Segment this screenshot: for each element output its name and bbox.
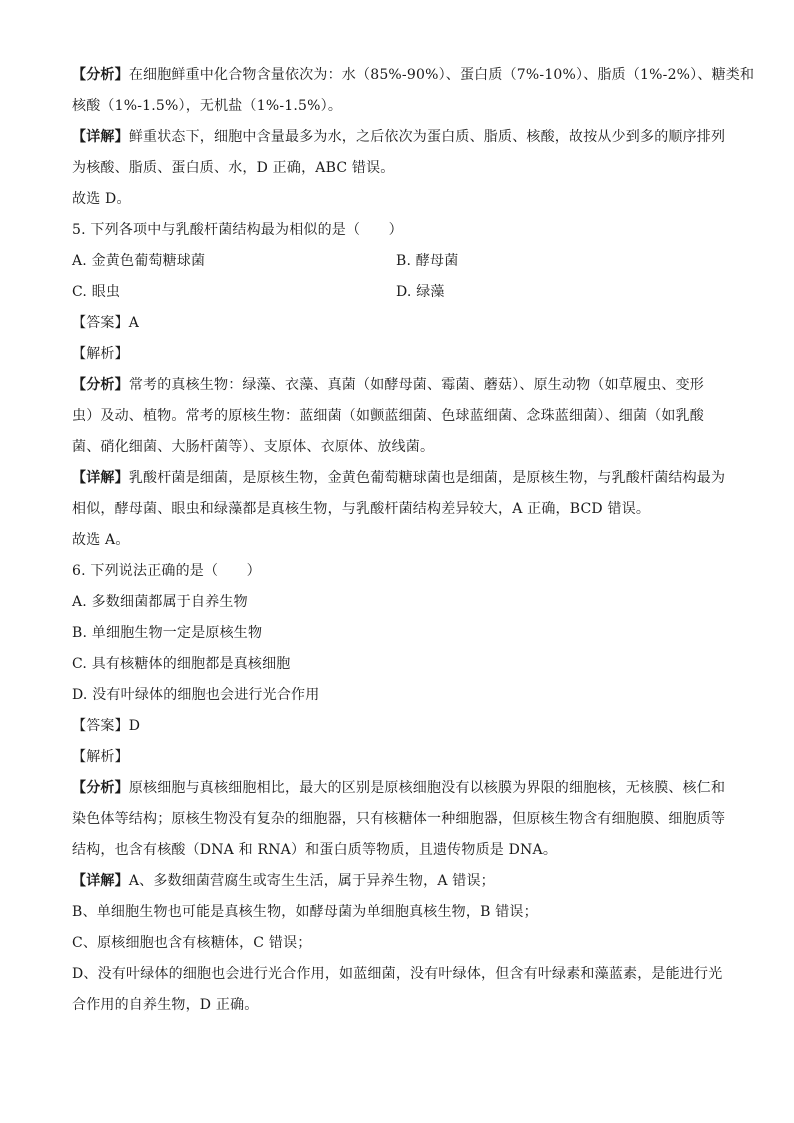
- q5-options-row-2: [72, 277, 722, 308]
- q5-option-b: B. 酵母菌: [396, 253, 459, 269]
- q6-detail-line-b: B、单细胞生物也可能是真核生物，如酵母菌为单细胞真核生物，B 错误；: [72, 904, 538, 920]
- q6-analysis-heading: 【解析】: [72, 749, 129, 765]
- q5-analysis-line-1: 【分析】常考的真核生物：绿藻、衣藻、真菌（如酵母菌、霉菌、蘑菇）、原生动物（如草履虫、变形: [72, 377, 705, 393]
- q5-stem: 5. 下列各项中与乳酸杆菌结构最为相似的是（ ）: [72, 222, 403, 238]
- prev-detail-line-2: 为核酸、脂质、蛋白质、水，D 正确，ABC 错误。: [72, 160, 395, 176]
- q6-answer: 【答案】D: [72, 718, 141, 734]
- q5-conclusion: 故选 A。: [72, 532, 130, 548]
- q6-analysis-line-1: 【分析】原核细胞与真核细胞相比，最大的区别是原核细胞没有以核膜为界限的细胞核，无核膜、核仁和: [72, 780, 726, 796]
- q6-detail-line-d2: 合作用的自养生物，D 正确。: [72, 997, 259, 1013]
- q6-detail-line-c: C、原核细胞也含有核糖体，C 错误；: [72, 935, 312, 951]
- q5-option-a: A. 金黄色葡萄糖球菌: [72, 253, 206, 269]
- prev-detail-line-1: 【详解】鲜重状态下，细胞中含量最多为水，之后依次为蛋白质、脂质、核酸，故按从少到多的顺序排列: [72, 129, 726, 145]
- analysis-tag: 【分析】: [72, 67, 129, 83]
- detail-tag: 【详解】: [72, 873, 129, 889]
- analysis-tag: 【分析】: [72, 780, 129, 796]
- prev-analysis-line-1: 【分析】在细胞鲜重中化合物含量依次为：水（85%-90%）、蛋白质（7%-10%）、脂质（1%-2%）、糖类和: [72, 67, 755, 83]
- q6-option-a: A. 多数细菌都属于自养生物: [72, 594, 248, 610]
- document-page: [72, 60, 755, 1021]
- q5-analysis-heading: 【解析】: [72, 346, 129, 362]
- q5-analysis-line-3: 菌、硝化细菌、大肠杆菌等）、支原体、衣原体、放线菌。: [72, 439, 435, 455]
- q6-detail-line-a: 【详解】A、多数细菌营腐生或寄生生活，属于异养生物，A 错误；: [72, 873, 495, 889]
- q5-option-d: D. 绿藻: [396, 284, 445, 300]
- prev-conclusion: 故选 D。: [72, 191, 131, 207]
- q5-analysis-line-2: 虫）及动、植物。常考的原核生物：蓝细菌（如颤蓝细菌、色球蓝细菌、念珠蓝细菌）、细菌（如乳酸: [72, 408, 704, 424]
- q6-option-b: B. 单细胞生物一定是原核生物: [72, 625, 263, 641]
- q5-option-c: C. 眼虫: [72, 284, 121, 300]
- q6-analysis-line-3: 结构，也含有核酸（DNA 和 RNA）和蛋白质等物质，且遗传物质是 DNA。: [72, 842, 558, 858]
- detail-tag: 【详解】: [72, 129, 129, 145]
- detail-tag: 【详解】: [72, 470, 129, 486]
- q6-option-c: C. 具有核糖体的细胞都是真核细胞: [72, 656, 291, 672]
- q5-detail-line-2: 相似，酵母菌、眼虫和绿藻都是真核生物，与乳酸杆菌结构差异较大，A 正确，BCD 错误。: [72, 501, 651, 517]
- q6-option-d: D. 没有叶绿体的细胞也会进行光合作用: [72, 687, 320, 703]
- q5-options-row-1: [72, 246, 722, 277]
- prev-analysis-line-2: 核酸（1%-1.5%），无机盐（1%-1.5%）。: [72, 98, 343, 114]
- analysis-tag: 【分析】: [72, 377, 129, 393]
- q6-stem: 6. 下列说法正确的是（ ）: [72, 563, 261, 579]
- q6-detail-line-d1: D、没有叶绿体的细胞也会进行光合作用，如蓝细菌，没有叶绿体，但含有叶绿素和藻蓝素，是能进行光: [72, 966, 723, 982]
- q5-answer: 【答案】A: [72, 315, 140, 331]
- q6-analysis-line-2: 染色体等结构；原核生物没有复杂的细胞器，只有核糖体一种细胞器，但原核生物含有细胞膜、细胞质等: [72, 811, 726, 827]
- q5-detail-line-1: 【详解】乳酸杆菌是细菌，是原核生物，金黄色葡萄糖球菌也是细菌，是原核生物，与乳酸杆菌结构最为: [72, 470, 726, 486]
